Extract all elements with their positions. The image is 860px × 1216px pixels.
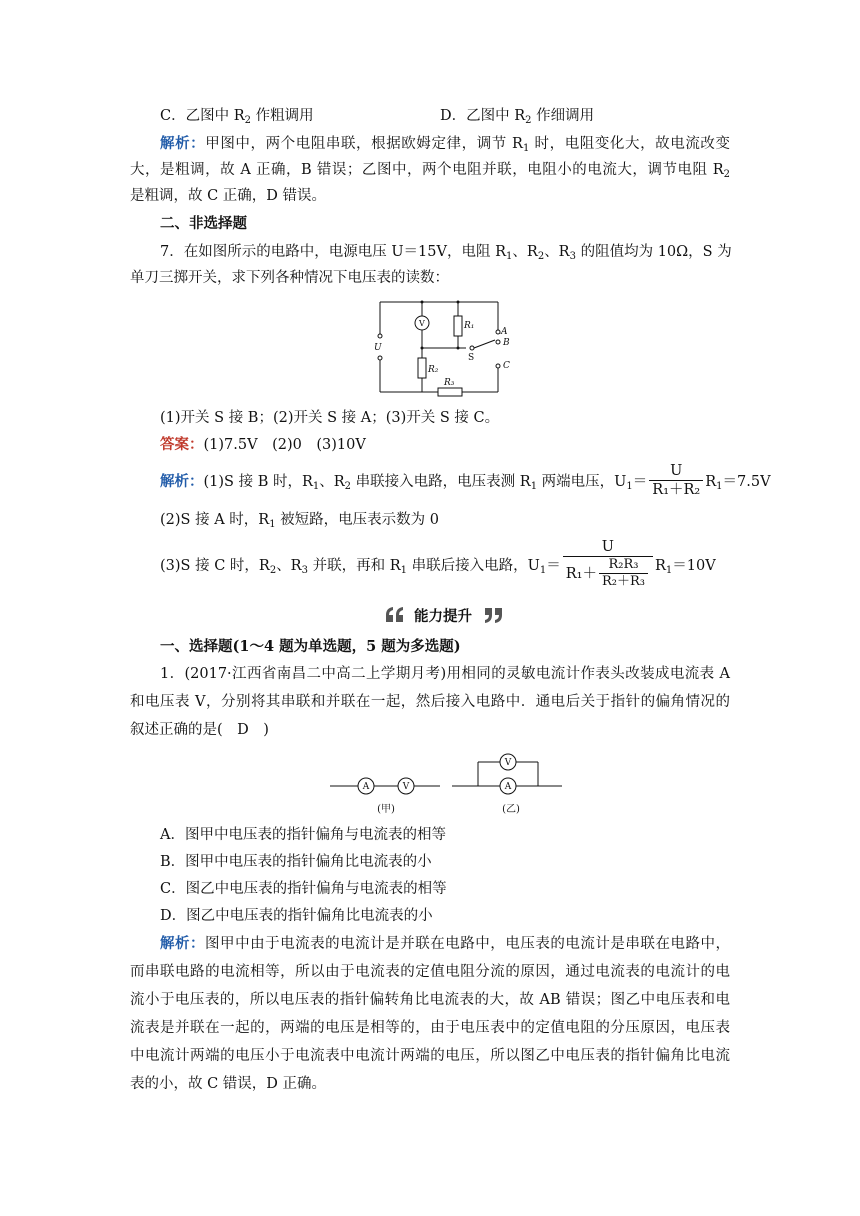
q1-analysis-line2: 而串联电路的电流相等，所以由于电流表的定值电阻分流的原因，通过电流表的电流计的电 bbox=[130, 964, 730, 980]
ammeter-yi-label: A bbox=[504, 782, 512, 792]
q7-analysis-2: (2)S 接 A 时，$R_1$ 被短路，电压表示数为 0 bbox=[160, 512, 440, 530]
figure-yi-caption: (乙) bbox=[502, 804, 520, 815]
analysis-6-line2: 大，是粗调，故 A 正确，B 错误；乙图中，两个电阻并联，电阻小的电流大，调节电阻 $R_2$ bbox=[130, 162, 730, 180]
q1-option-c: C．图乙中电压表的指针偏角与电流表的相等 bbox=[160, 881, 447, 897]
q1-line1: 1．(2017·江西省南昌二中高二上学期月考)用相同的灵敏电流计作表头改装成电流表 A bbox=[160, 666, 730, 682]
figure-jia-caption: (甲) bbox=[377, 804, 395, 815]
analysis-6-line1: 解析：甲图中，两个电阻串联，根据欧姆定律，调节 $R_1$ 时，电阻变化大，故电流改变 bbox=[160, 135, 731, 154]
r2-label: R₂ bbox=[428, 365, 439, 375]
q1-line2: 和电压表 V，分别将其串联和并联在一起，然后接入电路中．通电后关于指针的偏角情况的 bbox=[130, 694, 730, 710]
q1-analysis-line4: 流表是并联在一起的，两端的电压是相等的，由于电压表中的定值电阻的分压原因，电压表 bbox=[130, 1020, 730, 1036]
q1-line3: 叙述正确的是( D ) bbox=[130, 722, 269, 738]
option-d: D．乙图中 $R_2$ 作细调用 bbox=[440, 108, 595, 126]
section-1-title: 一、选择题(1～4 题为单选题，5 题为多选题) bbox=[160, 638, 461, 655]
voltmeter-yi-label: V bbox=[504, 758, 512, 768]
q1-answer: D bbox=[237, 722, 249, 738]
quote-close-icon bbox=[482, 606, 504, 624]
q1-analysis-line6: 表的小，故 C 错误，D 正确。 bbox=[130, 1076, 327, 1092]
source-u-label: U bbox=[374, 343, 382, 353]
q1-figure bbox=[326, 752, 566, 818]
q7-line1: 7．在如图所示的电路中，电源电压 U＝15V，电阻 $R_1$、$R_2$、$R_3$ 的阻值均为 10Ω，S 为 bbox=[160, 244, 732, 262]
q7-analysis-3: (3)S 接 C 时，$R_2$、$R_3$ 并联，再和 $R_1$ 串联后接入电路，$U_1=$ U R₁＋ $\frac{\text{R₂R₃}}{\text{R₂＋R₃}}$ $R_1=10V$ bbox=[160, 539, 716, 589]
voltmeter-label: V bbox=[419, 319, 425, 328]
q1-option-b: B．图甲中电压表的指针偏角比电流表的小 bbox=[160, 854, 432, 870]
voltmeter-jia-label: V bbox=[402, 782, 410, 792]
q7-analysis-1: 解析：(1)S 接 B 时，$R_1$、$R_2$ 串联接入电路，电压表测 $R_1$ 两端电压，$U_1=$ $\frac{U}{\text{R₁＋R₂}}$ $R_1=7.5V$ bbox=[160, 463, 771, 498]
q1-analysis-line1: 解析：图甲中由于电流表的电流计是并联在电路中，电压表的电流计是串联在电路中， bbox=[160, 935, 731, 952]
q1-analysis-line5: 中电流计两端的电压小于电流表中电流计两端的电压，所以图乙中电压表的指针偏角比电流 bbox=[130, 1048, 730, 1064]
terminal-c-label: C bbox=[503, 361, 510, 371]
q7-subquestions: (1)开关 S 接 B；(2)开关 S 接 A；(3)开关 S 接 C。 bbox=[160, 410, 500, 426]
option-c: C．乙图中 $R_2$ 作粗调用 bbox=[160, 108, 314, 126]
r1-label: R₁ bbox=[464, 321, 475, 331]
q1-analysis-line3: 流小于电压表的，所以电压表的指针偏转角比电流表的大，故 AB 错误；图乙中电压表和电 bbox=[130, 992, 730, 1008]
ammeter-jia-label: A bbox=[362, 782, 370, 792]
q7-inner-fraction: $\frac{\text{R₂R₃}}{\text{R₂＋R₃}}$ bbox=[599, 557, 648, 590]
q7-line2: 单刀三掷开关，求下列各种情况下电压表的读数： bbox=[130, 270, 449, 286]
terminal-a-label: A bbox=[501, 327, 508, 337]
q7-fraction-1: $\frac{U}{\text{R₁＋R₂}}$ bbox=[649, 462, 703, 499]
switch-s-label: S bbox=[468, 353, 475, 363]
quote-open-icon bbox=[384, 606, 406, 624]
circuit-7-figure bbox=[370, 296, 530, 398]
q7-fraction-3: U R₁＋ $\frac{\text{R₂R₃}}{\text{R₂＋R₃}}$ bbox=[563, 538, 653, 590]
section-2-title: 二、非选择题 bbox=[160, 215, 247, 232]
terminal-b-label: B bbox=[503, 338, 510, 348]
analysis-6-line3: 是粗调，故 C 正确，D 错误。 bbox=[130, 188, 327, 204]
r3-label: R₃ bbox=[444, 378, 455, 388]
q1-option-d: D．图乙中电压表的指针偏角比电流表的小 bbox=[160, 908, 433, 924]
q1-option-a: A．图甲中电压表的指针偏角与电流表的相等 bbox=[160, 827, 446, 843]
banner-title: 能力提升 bbox=[414, 609, 472, 625]
q7-answer: 答案：(1)7.5V (2)0 (3)10V bbox=[160, 436, 366, 453]
